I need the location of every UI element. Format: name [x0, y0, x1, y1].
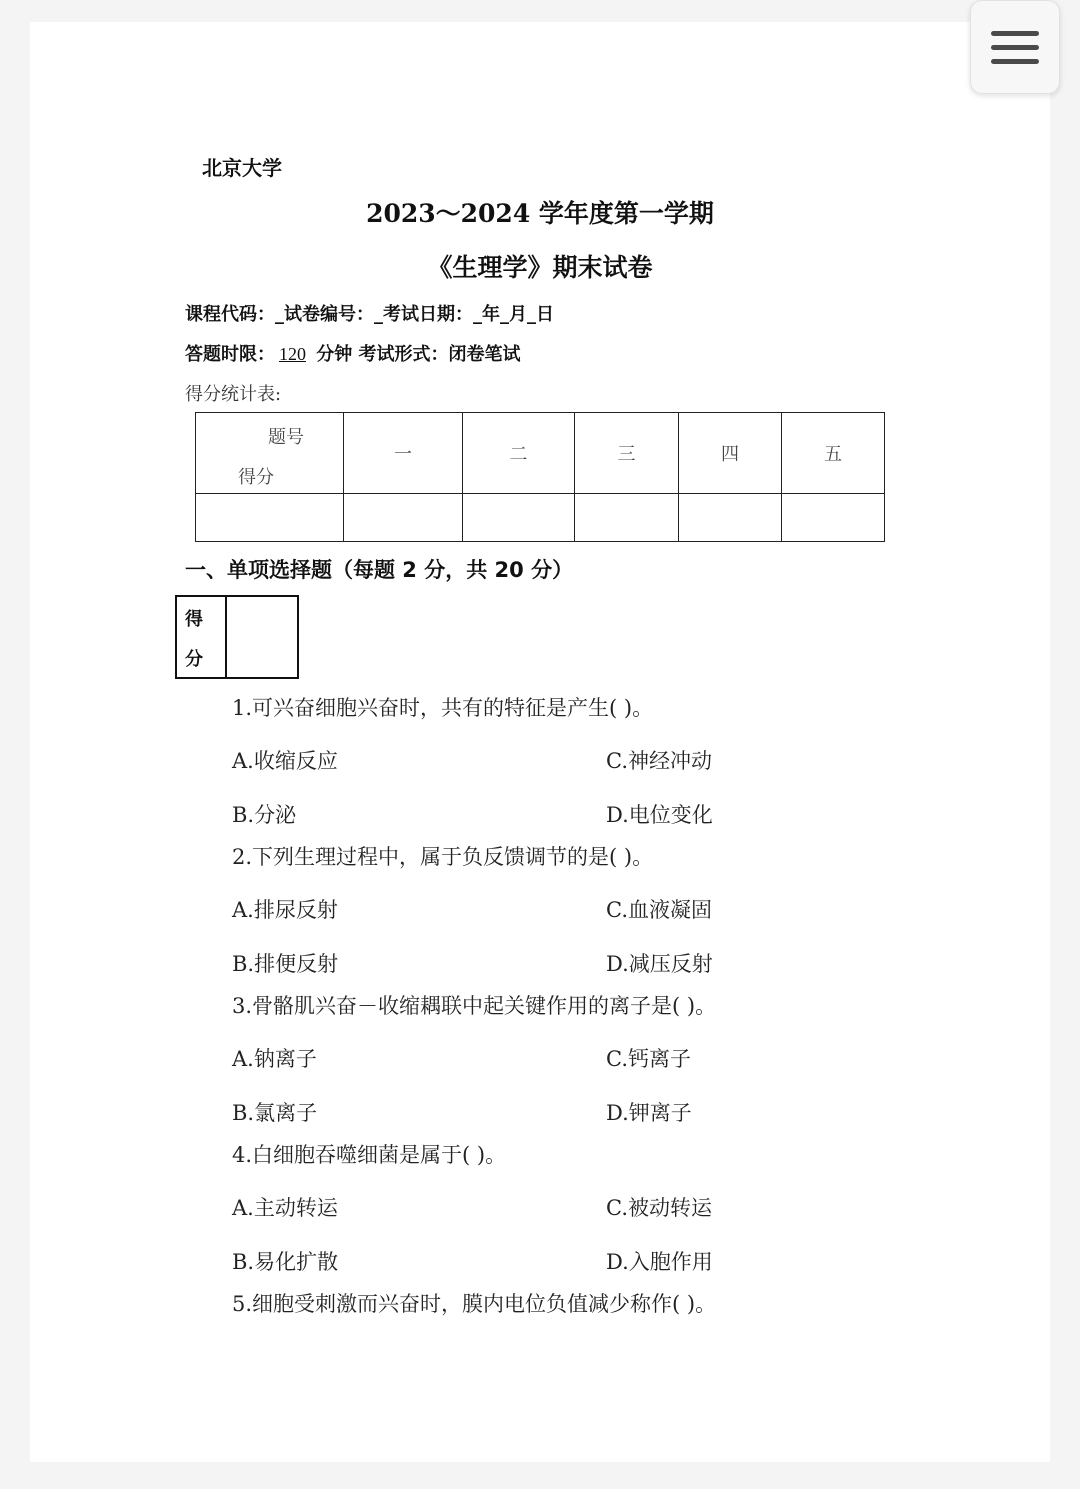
option-d: D.入胞作用	[606, 1250, 713, 1274]
score-cell	[196, 494, 344, 542]
term-title: 2023～2024 学年度第一学期	[366, 199, 714, 228]
score-header: 得分	[238, 467, 274, 488]
time-value: 120	[279, 344, 306, 364]
score-table-value-row	[196, 494, 885, 542]
option-d: D.减压反射	[606, 952, 713, 976]
option-a: A.收缩反应	[232, 749, 338, 773]
score-cell	[344, 494, 463, 542]
score-col-header: 三	[575, 413, 679, 494]
time-suffix: 分钟 考试形式：闭卷笔试	[310, 344, 521, 365]
exam-time-line	[185, 340, 521, 366]
question-number-header: 题号	[268, 427, 304, 448]
option-b: B.易化扩散	[232, 1250, 339, 1274]
menu-button[interactable]	[970, 0, 1060, 94]
score-col-header: 一	[344, 413, 463, 494]
score-table-label: 得分统计表:	[185, 384, 282, 405]
score-table	[195, 412, 885, 542]
option-a: A.主动转运	[232, 1196, 338, 1220]
exam-meta-line: 课程代码：_试卷编号：_考试日期：_年_月_日	[185, 304, 554, 325]
exam-page	[30, 22, 1050, 1462]
option-a: A.钠离子	[232, 1047, 317, 1071]
question-stem: 1.可兴奋细胞兴奋时，共有的特征是产生( )。	[232, 696, 654, 720]
option-c: C.钙离子	[606, 1047, 691, 1071]
section-score-label: 得 分	[176, 596, 226, 678]
score-col-header: 五	[782, 413, 885, 494]
option-c: C.血液凝固	[606, 898, 712, 922]
option-a: A.排尿反射	[232, 898, 338, 922]
section-score-box	[175, 595, 299, 679]
question-stem: 5.细胞受刺激而兴奋时，膜内电位负值减少称作( )。	[232, 1292, 717, 1316]
score-col-header: 二	[463, 413, 575, 494]
school-name: 北京大学	[202, 156, 282, 180]
score-cell	[463, 494, 575, 542]
option-c: C.被动转运	[606, 1196, 712, 1220]
section-score-cell	[226, 596, 298, 678]
time-prefix: 答题时限：	[185, 344, 275, 365]
score-col-header: 四	[679, 413, 782, 494]
question-stem: 4.白细胞吞噬细菌是属于( )。	[232, 1143, 507, 1167]
hamburger-menu-icon	[991, 31, 1039, 36]
score-table-header-row	[196, 413, 885, 494]
option-b: B.氯离子	[232, 1101, 318, 1125]
hamburger-menu-icon	[991, 45, 1039, 50]
option-b: B.分泌	[232, 803, 297, 827]
question-stem: 3.骨骼肌兴奋－收缩耦联中起关键作用的离子是( )。	[232, 994, 717, 1018]
score-table-corner	[196, 413, 344, 494]
option-d: D.电位变化	[606, 803, 713, 827]
option-b: B.排便反射	[232, 952, 339, 976]
exam-title: 《生理学》期末试卷	[427, 253, 653, 282]
hamburger-menu-icon	[991, 59, 1039, 64]
option-d: D.钾离子	[606, 1101, 692, 1125]
question-stem: 2.下列生理过程中，属于负反馈调节的是( )。	[232, 845, 654, 869]
score-cell	[575, 494, 679, 542]
score-cell	[679, 494, 782, 542]
option-c: C.神经冲动	[606, 749, 712, 773]
section-title: 一、单项选择题（每题 2 分，共 20 分）	[185, 558, 574, 582]
score-cell	[782, 494, 885, 542]
